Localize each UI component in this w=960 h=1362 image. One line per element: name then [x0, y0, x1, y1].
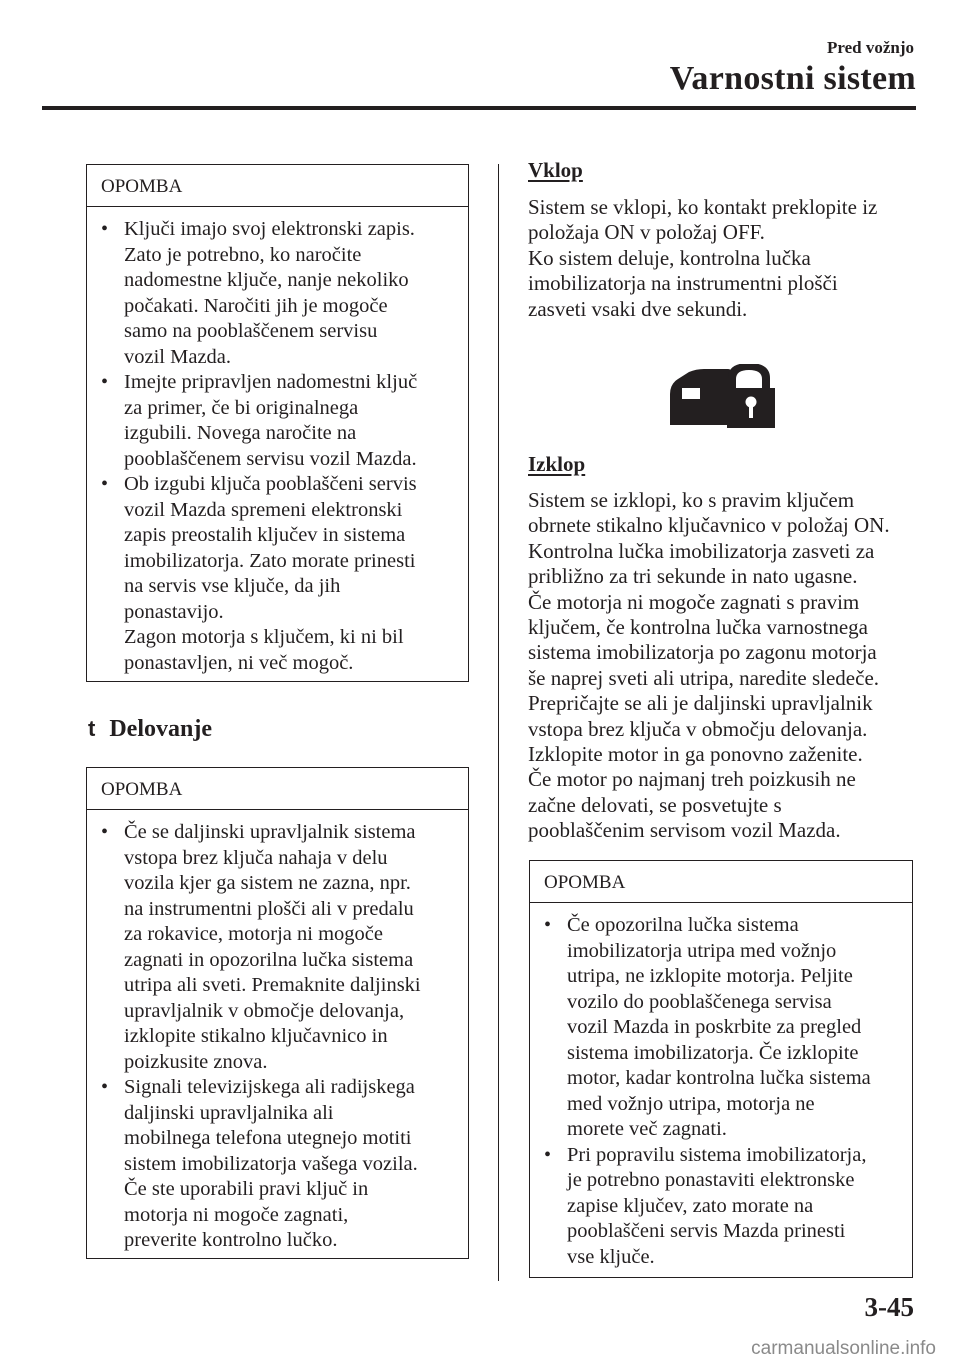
list-item [101, 1075, 460, 1254]
text-line: približno za tri sekunde in nato ugasne. [528, 564, 858, 589]
paragraph-izklop [528, 488, 890, 844]
header-rule [42, 106, 916, 110]
text-line: Zagon motorja s ključem, ki ni bil [124, 626, 404, 648]
text-line: Če motorja ni mogoče zagnati s pravim [528, 589, 860, 614]
text-line: zapis preostalih ključev in sistema [124, 524, 406, 546]
text-line: Izklopite motor in ga ponovno zaženite. [528, 742, 863, 767]
watermark: carmanualsonline.info [751, 1338, 936, 1359]
text-line: imobilizatorja. Zato morate prinesti [124, 549, 416, 572]
header-section-label: Pred vožnjo [826, 38, 914, 57]
subheading-vklop: Vklop [528, 158, 583, 182]
text-line: nadomestne ključe, nanje nekoliko [124, 269, 409, 291]
text-line: Če se daljinski upravljalnik sistema [124, 821, 416, 843]
text-line: vozil Mazda. [124, 345, 232, 368]
text-line: vozil Mazda in poskrbite za pregled [567, 1016, 862, 1038]
list-item [544, 913, 904, 1143]
text-line: obrnete stikalno ključavnico v položaj ON. [528, 513, 890, 538]
note-box-remote [86, 767, 469, 1259]
text-line: vstopa brez ključa v območju delovanja. [528, 716, 868, 741]
note-body [87, 810, 468, 1254]
page-number: 3-45 [864, 1292, 914, 1322]
note-body [87, 207, 468, 676]
text-line: vozilo do pooblaščenega servisa [567, 990, 832, 1013]
text-line: na servis vse ključe, da jih [124, 575, 341, 597]
list-item [544, 1143, 904, 1271]
text-line: utripa ali sveti. Premaknite daljinski [124, 974, 421, 996]
paragraph-vklop [528, 195, 877, 322]
text-line: Pri popravilu sistema imobilizatorja, [567, 1143, 867, 1166]
text-line: Ko sistem deluje, kontrolna lučka [528, 245, 811, 270]
text-line: Ključi imajo svoj elektronski zapis. [124, 218, 415, 240]
bullet-icon: • [544, 914, 552, 936]
text-line: vozila kjer ga sistem ne zazna, npr. [124, 872, 411, 894]
note-label: OPOMBA [87, 768, 468, 810]
text-line: Prepričajte se ali je daljinski upravljalnik [528, 691, 873, 716]
list-item [101, 820, 460, 1075]
text-line: samo na pooblaščenem servisu [124, 320, 378, 342]
text-line: pooblaščeni servis Mazda prinesti [567, 1220, 846, 1242]
column-divider [498, 164, 499, 1281]
text-line: vozil Mazda spremeni elektronski [124, 498, 403, 521]
text-line: vse ključe. [567, 1245, 655, 1268]
section-marker: t [88, 716, 96, 741]
text-line: ponastavijo. [124, 600, 224, 623]
text-line: daljinski upravljalnika ali [124, 1101, 334, 1124]
text-line: zagnati in opozorilna lučka sistema [124, 948, 414, 971]
text-line: sistema imobilizatorja. Če izklopite [567, 1041, 859, 1064]
text-line: morete več zagnati. [567, 1118, 727, 1140]
note-label: OPOMBA [87, 165, 468, 207]
text-line: še naprej sveti ali utripa, naredite sledeče. [528, 665, 880, 690]
text-line: utripa, ne izklopite motorja. Peljite [567, 965, 853, 987]
page-title: Varnostni sistem [669, 60, 916, 97]
text-line: zapise ključev, zato morate na [567, 1194, 814, 1217]
text-line: izgubili. Novega naročite na [124, 422, 357, 444]
bullet-icon: • [101, 371, 109, 393]
text-line: Če ste uporabili pravi ključ in [124, 1178, 369, 1200]
text-line: za rokavice, motorja ni mogoče [124, 923, 383, 945]
text-line: Kontrolna lučka imobilizatorja zasveti za [528, 538, 875, 563]
note-box-warning-light [529, 860, 913, 1278]
text-line: je potrebno ponastaviti elektronske [567, 1169, 855, 1191]
text-line: imobilizatorja utripa med vožnjo [567, 939, 837, 962]
text-line: Imejte pripravljen nadomestni ključ [124, 371, 418, 393]
text-line: Zato je potrebno, ko naročite [124, 243, 362, 266]
text-line: vstopa brez ključa nahaja v delu [124, 846, 388, 869]
text-line: Sistem se vklopi, ko kontakt preklopite iz [528, 195, 878, 219]
immobilizer-warning-icon [670, 364, 776, 433]
text-line: motorja ni mogoče zagnati, [124, 1203, 349, 1226]
section-heading [88, 716, 212, 743]
bullet-icon: • [101, 821, 109, 843]
text-line: ponastavljen, ni več mogoč. [124, 651, 354, 674]
text-line: pooblaščenim servisom vozil Mazda. [528, 818, 841, 843]
text-line: upravljalnik v območje delovanja, [124, 999, 405, 1022]
text-line: za primer, če bi originalnega [124, 396, 359, 419]
text-line: poizkusite znova. [124, 1050, 268, 1073]
text-line: Ob izgubi ključa pooblaščeni servis [124, 473, 417, 495]
section-title: Delovanje [109, 716, 212, 742]
text-line: na instrumentni plošči ali v predalu [124, 897, 414, 920]
text-line: med vožnjo utripa, motorja ne [567, 1092, 815, 1115]
bullet-icon: • [101, 473, 109, 495]
bullet-icon: • [544, 1143, 552, 1166]
note-box-keys [86, 164, 469, 682]
text-line: Če motor po najmanj treh poizkusih ne [528, 767, 856, 792]
text-line: mobilnega telefona utegnejo motiti [124, 1127, 412, 1149]
list-item [101, 370, 460, 472]
text-line: sistem imobilizatorja vašega vozila. [124, 1152, 418, 1175]
text-line: Signali televizijskega ali radijskega [124, 1076, 415, 1098]
text-line: začne delovati, se posvetujte s [528, 792, 782, 817]
note-label: OPOMBA [530, 861, 912, 903]
text-line: imobilizatorja na instrumentni plošči [528, 271, 838, 296]
text-line: Sistem se izklopi, ko s pravim ključem [528, 488, 855, 512]
text-line: pooblaščenem servisu vozil Mazda. [124, 447, 417, 470]
subheading-izklop: Izklop [528, 452, 586, 476]
text-line: počakati. Naročiti jih je mogoče [124, 294, 388, 317]
text-line: zasveti vsaki dve sekundi. [528, 296, 748, 321]
text-line: preverite kontrolno lučko. [124, 1229, 338, 1251]
text-line: Če opozorilna lučka sistema [567, 914, 799, 936]
text-line: položaja ON v položaj OFF. [528, 220, 765, 245]
text-line: izklopite stikalno ključavnico in [124, 1025, 388, 1047]
note-body [530, 903, 912, 1270]
list-item [101, 472, 460, 676]
text-line: ključem, če kontrolna lučka varnostnega [528, 615, 868, 640]
list-item [101, 217, 460, 370]
text-line: sistema imobilizatorja po zagonu motorja [528, 640, 877, 665]
bullet-icon: • [101, 1076, 109, 1098]
bullet-icon: • [101, 218, 109, 240]
text-line: motor, kadar kontrolna lučka sistema [567, 1067, 871, 1089]
